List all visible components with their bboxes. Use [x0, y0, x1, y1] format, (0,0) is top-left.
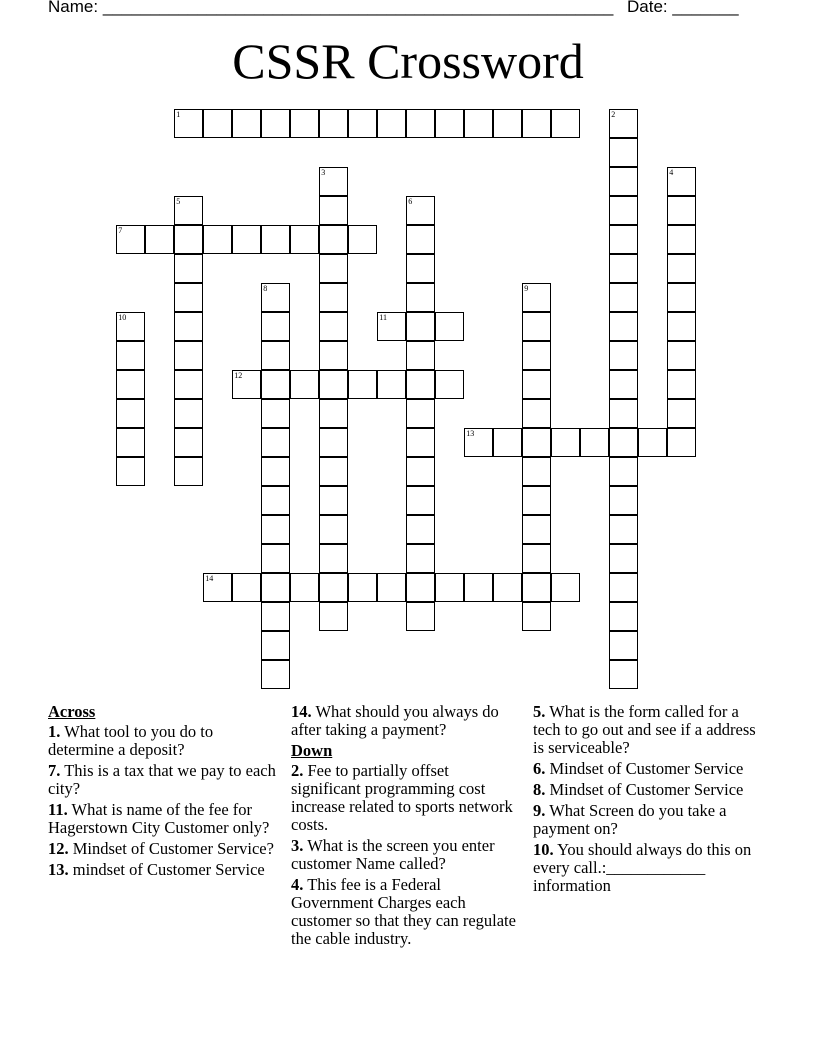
- down-heading: Down: [291, 741, 333, 760]
- grid-cell[interactable]: [493, 573, 522, 602]
- down-clue: [533, 781, 769, 799]
- grid-cell[interactable]: [667, 167, 696, 196]
- grid-cell[interactable]: [174, 370, 203, 399]
- grid-cell[interactable]: [667, 283, 696, 312]
- grid-cell[interactable]: [232, 370, 261, 399]
- grid-cell[interactable]: [319, 573, 348, 602]
- clue-number: 9.: [533, 801, 546, 820]
- grid-cell[interactable]: [551, 428, 580, 457]
- grid-cell[interactable]: [203, 109, 232, 138]
- grid-cell[interactable]: [609, 109, 638, 138]
- grid-cell[interactable]: [406, 254, 435, 283]
- grid-cell[interactable]: [522, 399, 551, 428]
- cell-number: 3: [321, 168, 326, 178]
- cell-number: 11: [379, 313, 387, 323]
- grid-cell[interactable]: [609, 254, 638, 283]
- grid-cell[interactable]: [319, 196, 348, 225]
- cell-number: 6: [408, 197, 413, 207]
- grid-cell[interactable]: [609, 167, 638, 196]
- grid-cell[interactable]: [522, 457, 551, 486]
- grid-cell[interactable]: [522, 370, 551, 399]
- grid-cell[interactable]: [319, 370, 348, 399]
- down-clue: [291, 837, 519, 873]
- grid-cell[interactable]: [609, 283, 638, 312]
- grid-cell[interactable]: [116, 225, 145, 254]
- clue-text: This is a tax that we pay to each city?: [48, 761, 276, 798]
- cell-number: 14: [205, 574, 214, 584]
- clue-text: What should you always do after taking a payment?: [291, 702, 499, 739]
- grid-cell[interactable]: [174, 428, 203, 457]
- clue-text: Fee to partially offset significant programming cost increase related to sports network costs.: [291, 761, 513, 834]
- grid-cell[interactable]: [406, 573, 435, 602]
- grid-cell[interactable]: [522, 312, 551, 341]
- grid-cell[interactable]: [232, 109, 261, 138]
- clue-number: 13.: [48, 860, 69, 879]
- across-clue: [48, 801, 282, 837]
- grid-cell[interactable]: [406, 428, 435, 457]
- grid-cell[interactable]: [348, 573, 377, 602]
- grid-cell[interactable]: [522, 515, 551, 544]
- clues-column-3: [533, 703, 769, 898]
- clue-number: 10.: [533, 840, 554, 859]
- grid-cell[interactable]: [406, 225, 435, 254]
- grid-cell[interactable]: [319, 544, 348, 573]
- grid-cell[interactable]: [203, 573, 232, 602]
- grid-cell[interactable]: [609, 138, 638, 167]
- across-clue: [48, 861, 282, 879]
- grid-cell[interactable]: [319, 399, 348, 428]
- grid-cell[interactable]: [667, 341, 696, 370]
- grid-cell[interactable]: [261, 312, 290, 341]
- cell-number: 13: [466, 429, 475, 439]
- grid-cell[interactable]: [406, 109, 435, 138]
- grid-cell[interactable]: [319, 457, 348, 486]
- grid-cell[interactable]: [667, 196, 696, 225]
- clue-number: 12.: [48, 839, 69, 858]
- grid-cell[interactable]: [406, 544, 435, 573]
- grid-cell[interactable]: [667, 399, 696, 428]
- grid-cell[interactable]: [667, 225, 696, 254]
- clue-text: Mindset of Customer Service: [549, 759, 744, 778]
- grid-cell[interactable]: [319, 515, 348, 544]
- grid-cell[interactable]: [580, 428, 609, 457]
- down-clue: [533, 703, 769, 757]
- grid-cell[interactable]: [232, 573, 261, 602]
- grid-cell[interactable]: [377, 109, 406, 138]
- grid-cell[interactable]: [261, 457, 290, 486]
- grid-cell[interactable]: [609, 399, 638, 428]
- grid-cell[interactable]: [319, 283, 348, 312]
- grid-cell[interactable]: [435, 370, 464, 399]
- grid-cell[interactable]: [261, 428, 290, 457]
- grid-cell[interactable]: [667, 254, 696, 283]
- name-line: ______________________________________________________: [102, 0, 614, 16]
- grid-cell[interactable]: [174, 109, 203, 138]
- grid-cell[interactable]: [174, 457, 203, 486]
- down-clue: [533, 802, 769, 838]
- clues-column-2: [291, 703, 519, 951]
- grid-cell[interactable]: [290, 109, 319, 138]
- clues-column-1: [48, 703, 282, 882]
- grid-cell[interactable]: [377, 370, 406, 399]
- grid-cell[interactable]: [116, 312, 145, 341]
- cell-number: 12: [234, 371, 243, 381]
- grid-cell[interactable]: [406, 283, 435, 312]
- grid-cell[interactable]: [261, 515, 290, 544]
- grid-cell[interactable]: [609, 486, 638, 515]
- grid-cell[interactable]: [493, 109, 522, 138]
- down-clue: [291, 876, 519, 948]
- clue-number: 4.: [291, 875, 304, 894]
- grid-cell[interactable]: [261, 602, 290, 631]
- grid-cell[interactable]: [406, 370, 435, 399]
- clue-number: 5.: [533, 702, 546, 721]
- grid-cell[interactable]: [261, 631, 290, 660]
- grid-cell[interactable]: [348, 370, 377, 399]
- grid-cell[interactable]: [174, 196, 203, 225]
- grid-cell[interactable]: [464, 428, 493, 457]
- date-line: _______: [672, 0, 739, 16]
- down-clue: [533, 841, 769, 895]
- clue-number: 3.: [291, 836, 304, 855]
- grid-cell[interactable]: [609, 602, 638, 631]
- clue-number: 14.: [291, 702, 312, 721]
- grid-cell[interactable]: [406, 515, 435, 544]
- clue-text: What is name of the fee for Hagerstown City Customer only?: [48, 800, 270, 837]
- grid-cell[interactable]: [406, 341, 435, 370]
- grid-cell[interactable]: [377, 573, 406, 602]
- cell-number: 2: [611, 110, 616, 120]
- grid-cell[interactable]: [319, 428, 348, 457]
- clue-text: Mindset of Customer Service?: [72, 839, 274, 858]
- grid-cell[interactable]: [522, 283, 551, 312]
- grid-cell[interactable]: [522, 544, 551, 573]
- name-label: Name:: [48, 0, 99, 16]
- grid-cell[interactable]: [116, 370, 145, 399]
- grid-cell[interactable]: [609, 428, 638, 457]
- grid-cell[interactable]: [319, 254, 348, 283]
- grid-cell[interactable]: [551, 573, 580, 602]
- grid-cell[interactable]: [261, 341, 290, 370]
- grid-cell[interactable]: [406, 399, 435, 428]
- grid-cell[interactable]: [203, 225, 232, 254]
- grid-cell[interactable]: [522, 109, 551, 138]
- grid-cell[interactable]: [406, 486, 435, 515]
- grid-cell[interactable]: [638, 428, 667, 457]
- grid-cell[interactable]: [232, 225, 261, 254]
- grid-cell[interactable]: [261, 399, 290, 428]
- clue-number: 2.: [291, 761, 304, 780]
- clue-text: What Screen do you take a payment on?: [533, 801, 727, 838]
- grid-cell[interactable]: [406, 196, 435, 225]
- cell-number: 1: [176, 110, 181, 120]
- cell-number: 8: [263, 284, 268, 294]
- cell-number: 7: [118, 226, 123, 236]
- cell-number: 9: [524, 284, 529, 294]
- grid-cell[interactable]: [174, 312, 203, 341]
- across-clue: [291, 703, 519, 739]
- grid-cell[interactable]: [522, 341, 551, 370]
- grid-cell[interactable]: [290, 573, 319, 602]
- grid-cell[interactable]: [435, 573, 464, 602]
- grid-cell[interactable]: [261, 283, 290, 312]
- clue-number: 11.: [48, 800, 68, 819]
- page-title: CSSR Crossword: [232, 33, 584, 89]
- clue-text: What tool to you do to determine a deposit?: [48, 722, 214, 759]
- grid-cell[interactable]: [667, 428, 696, 457]
- grid-cell[interactable]: [609, 544, 638, 573]
- grid-cell[interactable]: [406, 457, 435, 486]
- clue-text: What is the screen you enter customer Name called?: [291, 836, 495, 873]
- grid-cell[interactable]: [116, 399, 145, 428]
- clue-text: What is the form called for a tech to go out and see if a address is serviceable?: [533, 702, 756, 757]
- grid-cell[interactable]: [667, 370, 696, 399]
- grid-cell[interactable]: [522, 486, 551, 515]
- grid-cell[interactable]: [377, 312, 406, 341]
- grid-cell[interactable]: [609, 515, 638, 544]
- clue-text: This fee is a Federal Government Charges each customer so that they can regulate the cable industry.: [291, 875, 516, 948]
- clue-number: 7.: [48, 761, 61, 780]
- grid-cell[interactable]: [174, 341, 203, 370]
- across-clue: [48, 840, 282, 858]
- grid-cell[interactable]: [609, 631, 638, 660]
- clue-number: 8.: [533, 780, 546, 799]
- clue-text: Mindset of Customer Service: [549, 780, 744, 799]
- cell-number: 4: [669, 168, 674, 178]
- across-clue: [48, 723, 282, 759]
- clue-text: mindset of Customer Service: [72, 860, 265, 879]
- grid-cell[interactable]: [319, 341, 348, 370]
- down-clue: [291, 762, 519, 834]
- grid-cell[interactable]: [551, 109, 580, 138]
- grid-cell[interactable]: [145, 225, 174, 254]
- grid-cell[interactable]: [174, 283, 203, 312]
- grid-cell[interactable]: [609, 341, 638, 370]
- name-field[interactable]: [48, 0, 613, 17]
- grid-cell[interactable]: [319, 312, 348, 341]
- cell-number: 10: [118, 313, 127, 323]
- grid-cell[interactable]: [348, 109, 377, 138]
- grid-cell[interactable]: [116, 457, 145, 486]
- date-label: Date:: [627, 0, 668, 16]
- grid-cell[interactable]: [493, 428, 522, 457]
- grid-cell[interactable]: [290, 370, 319, 399]
- grid-cell[interactable]: [609, 660, 638, 689]
- grid-cell[interactable]: [174, 254, 203, 283]
- grid-cell[interactable]: [406, 312, 435, 341]
- grid-cell[interactable]: [406, 602, 435, 631]
- grid-cell[interactable]: [348, 225, 377, 254]
- grid-cell[interactable]: [609, 312, 638, 341]
- grid-cell[interactable]: [261, 486, 290, 515]
- grid-cell[interactable]: [609, 196, 638, 225]
- grid-cell[interactable]: [290, 225, 319, 254]
- grid-cell[interactable]: [464, 109, 493, 138]
- grid-cell[interactable]: [261, 573, 290, 602]
- clue-text: You should always do this on every call.:____________ information: [533, 840, 752, 895]
- grid-cell[interactable]: [319, 486, 348, 515]
- grid-cell[interactable]: [522, 428, 551, 457]
- grid-cell[interactable]: [609, 457, 638, 486]
- grid-cell[interactable]: [464, 573, 493, 602]
- clue-number: 1.: [48, 722, 61, 741]
- grid-cell[interactable]: [319, 602, 348, 631]
- grid-cell[interactable]: [116, 341, 145, 370]
- grid-cell[interactable]: [261, 660, 290, 689]
- grid-cell[interactable]: [319, 109, 348, 138]
- grid-cell[interactable]: [667, 312, 696, 341]
- grid-cell[interactable]: [609, 225, 638, 254]
- down-clue: [533, 760, 769, 778]
- grid-cell[interactable]: [261, 225, 290, 254]
- across-heading: Across: [48, 702, 96, 721]
- grid-cell[interactable]: [522, 573, 551, 602]
- grid-cell[interactable]: [522, 602, 551, 631]
- grid-cell[interactable]: [319, 225, 348, 254]
- grid-cell[interactable]: [609, 573, 638, 602]
- grid-cell[interactable]: [609, 370, 638, 399]
- grid-cell[interactable]: [261, 109, 290, 138]
- grid-cell[interactable]: [261, 370, 290, 399]
- across-clue: [48, 762, 282, 798]
- clue-number: 6.: [533, 759, 546, 778]
- cell-number: 5: [176, 197, 181, 207]
- grid-cell[interactable]: [261, 544, 290, 573]
- grid-cell[interactable]: [435, 312, 464, 341]
- grid-cell[interactable]: [435, 109, 464, 138]
- date-field[interactable]: [627, 0, 739, 17]
- grid-cell[interactable]: [319, 167, 348, 196]
- grid-cell[interactable]: [116, 428, 145, 457]
- grid-cell[interactable]: [174, 225, 203, 254]
- grid-cell[interactable]: [174, 399, 203, 428]
